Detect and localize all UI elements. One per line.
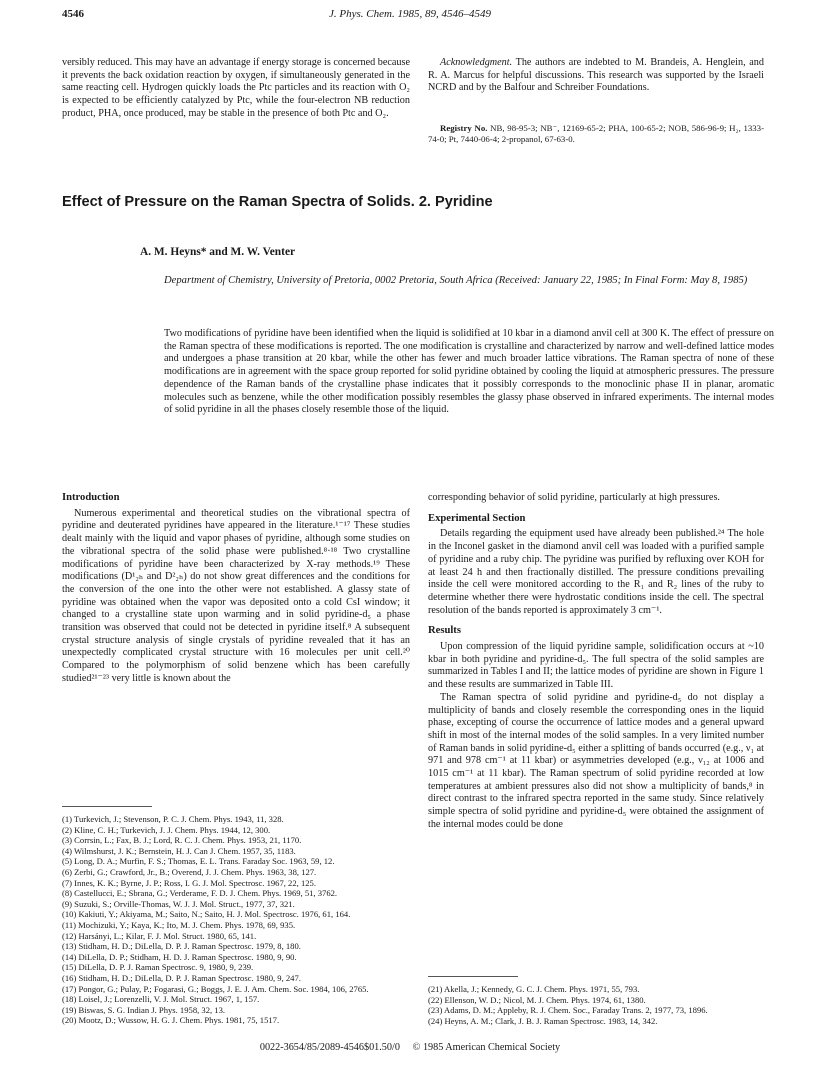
experimental-heading: Experimental Section	[428, 512, 526, 524]
acknowledgment-section	[428, 57, 764, 95]
registry-numbers	[428, 123, 764, 145]
reference-item: (21) Akella, J.; Kennedy, G. C. J. Chem. Phys. 1971, 55, 793.	[428, 984, 640, 994]
reference-item: (6) Zerbi, G.; Crawford, Jr., B.; Overend, J. J. Chem. Phys. 1963, 38, 127.	[62, 866, 317, 877]
footer-copyright: © 1985 American Chemical Society	[412, 1042, 561, 1053]
introduction-continuation: corresponding behavior of solid pyridine, particularly at high pressures.	[428, 492, 720, 503]
reference-item: (18) Loisel, J.; Lorenzelli, V. J. Mol. Struct. 1967, 1, 157.	[62, 994, 260, 1005]
footer-code: 0022-3654/85/2089-4546$01.50/0	[259, 1042, 400, 1053]
article-title: Effect of Pressure on the Raman Spectra of Solids. 2. Pyridine	[62, 194, 493, 210]
reference-item: (15) DiLella, D. P. J. Raman Spectrosc. 9, 1980, 9, 239.	[62, 962, 254, 973]
reference-item: (23) Adams, D. M.; Appleby, R. J. Chem. Soc., Faraday Trans. 2, 1977, 73, 1896.	[428, 1005, 708, 1016]
results-paragraph: The Raman spectra of solid pyridine and pyridine-d₅ do not display a multiplicity of bands and closely resemble the corresponding ones in the liquid phase, excepting of course the occurrence of lattice modes and a general upward shift in most of the internal modes of the solid samples. In a very limited number of Raman bands in solid pyridine-d₅ either a splitting of bands occurred (e.g., ν₁ at 971 and 978 cm⁻¹ at 11 kbar) or asymmetries developed (e.g., ν₁₂ at 1006 and 1015 cm⁻¹ at 11 kbar). The Raman spectrum of solid pyridine recorded at low temperatures at ambient pressures also did not show a multiplicity of bands,⁸ in direct contrast to the infrared spectra reported in the same study. Since relatively simple spectra of solid pyridine and pyridine-d₅ were obtained the assignment of the internal modes could be done	[428, 691, 764, 830]
article-abstract: Two modifications of pyridine have been identified when the liquid is solidified at 10 kbar in a diamond anvil cell at 300 K. The effect of pressure on the Raman spectra of these modifications is reported. The one modification is crystalline and characterized by narrow and well-defined lattice modes and undergoes a phase transition at 20 kbar, while the other has fewer and much broader lattice vibrations. The Raman spectra of none of these modifications are in agreement with the space group reported for solid pyridine obtained by cooling the liquid at atmospheric pressures. The pressure dependence of the Raman bands of the crystalline phase indicates that it possibly corresponds to the monoclinic phase II in planar, aromatic molecules such as benzene, while the other modification possibly resembles the glassy phase observed in infrared experiments. The internal modes of solid pyridine in all the phases closely resemble those of the liquid.	[164, 328, 774, 416]
results-heading: Results	[428, 625, 461, 637]
reference-item: (5) Long, D. A.; Murfin, F. S.; Thomas, E. L. Trans. Faraday Soc. 1963, 59, 12.	[62, 856, 335, 867]
reference-item: (13) Stidham, H. D.; DiLella, D. P. J. Raman Spectrosc. 1979, 8, 180.	[62, 941, 301, 952]
acknowledgment-label: Acknowledgment.	[440, 57, 513, 68]
page-footer	[0, 1042, 820, 1053]
reference-item: (8) Castellucci, E.; Sbrana, G.; Verderame, F. D. J. Chem. Phys. 1969, 51, 3762.	[62, 888, 338, 899]
footnote-rule	[428, 976, 518, 977]
journal-header: J. Phys. Chem. 1985, 89, 4546–4549	[329, 8, 491, 20]
references-left	[62, 814, 410, 1026]
right-column-body	[428, 492, 764, 832]
reference-item: (10) Kakiuti, Y.; Akiyama, M.; Saito, N.; Saito, H. J. Mol. Spectrosc. 1976, 61, 164.	[62, 909, 351, 920]
reference-item: (3) Corrsin, L.; Fax, B. J.; Lord, R. C. J. Chem. Phys. 1953, 21, 1170.	[62, 835, 302, 846]
registry-label: Registry No.	[440, 123, 488, 133]
acknowledgment-text: The authors are indebted to M. Brandeis, A. Henglein, and R. A. Marcus for helpful discussions. This research was supported by the Israeli NCRD and by the Balfour and Schreiber Foundations.	[428, 57, 764, 94]
results-paragraph: Upon compression of the liquid pyridine sample, solidification occurs at ~10 kbar in both pyridine and pyridine-d₅. The full spectra of the solid samples are summarized in Tables I and II; the lattice modes of pyridine are shown in Figure 1 and these results are summarized in Table III.	[428, 641, 764, 691]
reference-item: (20) Mootz, D.; Wussow, H. G. J. Chem. Phys. 1981, 75, 1517.	[62, 1015, 280, 1026]
article-affiliation: Department of Chemistry, University of Pretoria, 0002 Pretoria, South Africa (Received: January 22, 1985; In Final Form: May 8, 1985)	[164, 275, 748, 286]
reference-item: (9) Suzuki, S.; Orville-Thomas, W. J. J. Mol. Struct., 1977, 37, 321.	[62, 898, 295, 909]
reference-item: (4) Wilmshurst, J. K.; Bernstein, H. J. Can J. Chem. 1957, 35, 1183.	[62, 845, 296, 856]
reference-item: (14) DiLella, D. P.; Stidham, H. D. J. Raman Spectrosc. 1980, 9, 90.	[62, 951, 297, 962]
reference-item: (2) Kline, C. H.; Turkevich, J. J. Chem. Phys. 1944, 12, 300.	[62, 824, 271, 835]
reference-item: (1) Turkevich, J.; Stevenson, P. C. J. Chem. Phys. 1943, 11, 328.	[62, 814, 284, 824]
page-number: 4546	[62, 8, 84, 20]
article-authors: A. M. Heyns* and M. W. Venter	[140, 246, 296, 258]
introduction-section	[62, 492, 410, 686]
prev-article-text	[62, 57, 410, 121]
prev-article-paragraph: versibly reduced. This may have an advantage if energy storage is concerned because it prevents the back oxidation reaction by oxygen, if simultaneously generated in the same reacting cell. Hydrogen quickly loads the Ptc particles and its reaction with O₂ is expected to be efficiently catalyzed by Ptc, while the four-electron NB reduction product, PHA, once produced, may be stable in the presence of both Ptc and O₂.	[62, 57, 410, 119]
reference-item: (12) Harsányi, L.; Kilar, F. J. Mol. Struct. 1980, 65, 141.	[62, 930, 257, 941]
reference-item: (24) Heyns, A. M.; Clark, J. B. J. Raman Spectrosc. 1983, 14, 342.	[428, 1015, 658, 1026]
acknowledgment-paragraph	[428, 57, 764, 95]
introduction-heading: Introduction	[62, 492, 120, 503]
experimental-paragraph: Details regarding the equipment used have already been published.²⁴ The hole in the Inconel gasket in the diamond anvil cell was loaded with a purified sample of pyridine and a ruby chip. The pyridine was purified by refluxing over KOH for at least 24 h and then fractionally distilled. The pressure conditions prevailing inside the cell were monitored according to the R₁ and R₂ lines of the ruby to determine whether there were hydrostatic conditions inside the cell. The spectral resolution of the bands reported is approximately 3 cm⁻¹.	[428, 528, 764, 616]
reference-item: (7) Innes, K. K.; Byrne, J. P.; Ross, I. G. J. Mol. Spectrosc. 1967, 22, 125.	[62, 877, 316, 888]
reference-item: (19) Biswas, S. G. Indian J. Phys. 1958, 32, 13.	[62, 1004, 226, 1015]
introduction-paragraph: Numerous experimental and theoretical studies on the vibrational spectra of pyridine and deuterated pyridines have appeared in the literature.¹⁻¹⁷ These studies dealt mainly with the liquid and vapor phases of pyridine, although some studies on the vibrational spectra of the solid phase were published.⁸·¹⁸ Two crystalline modifications of pyridine have been characterized by X-ray methods.¹⁹ These modifications (D¹₂ₕ and D²₂ₕ) do not show great differences and the conditions for the conversion of the one into the other were not established. A glassy state of pyridine was obtained when the vapor was deposited onto a cold CsI window; it changed to a crystalline state upon warming and in solid pyridine-d₅ a phase transition was observed that could not be detected in pyridine itself.⁸ A subsequent crystal structure analysis of single crystals of pyridine revealed that it has an unexpectedly complicated crystal structure with 16 molecules per unit cell.²⁰ Compared to the polymorphism of solid benzene which has been carefully studied²¹⁻²³ very little is known about the	[62, 507, 410, 684]
reference-item: (11) Mochizuki, Y.; Kaya, K.; Ito, M. J. Chem. Phys. 1978, 69, 935.	[62, 919, 296, 930]
references-right	[428, 984, 764, 1026]
reference-item: (16) Stidham, H. D.; DiLella, D. P. J. Raman Spectrosc. 1980, 9, 247.	[62, 972, 301, 983]
footnote-rule	[62, 806, 152, 807]
reference-item: (22) Ellenson, W. D.; Nicol, M. J. Chem. Phys. 1974, 61, 1380.	[428, 994, 646, 1005]
registry-text: NB, 98-95-3; NB⁻, 12169-65-2; PHA, 100-65-2; NOB, 586-96-9; H₂, 1333-74-0; Pt, 7440-06-4; 2-propanol, 67-63-0.	[428, 123, 765, 144]
reference-item: (17) Pongor, G.; Pulay, P.; Fogarasi, G.; Boggs, J. E. J. Am. Chem. Soc. 1984, 106, 2765.	[62, 983, 369, 994]
